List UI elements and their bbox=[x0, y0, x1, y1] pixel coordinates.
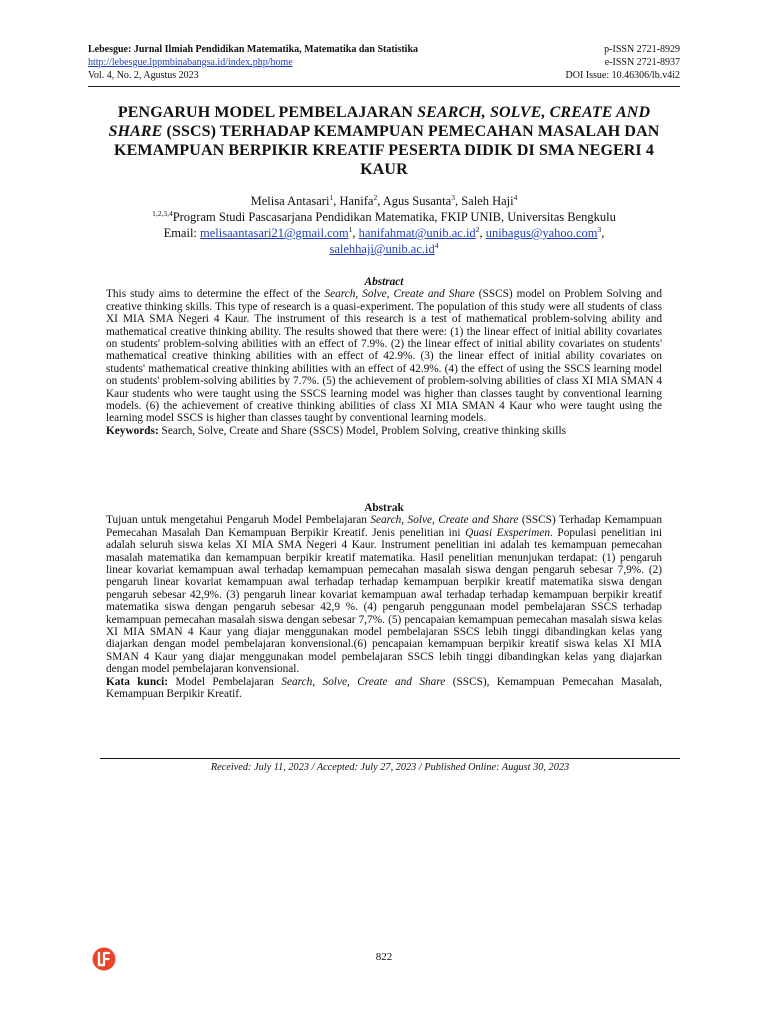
paper-title bbox=[96, 103, 672, 179]
author-name: Saleh Haji bbox=[461, 194, 514, 208]
kata-kunci-text: (SSCS), Kemampuan Pemecahan Masalah, Kemampuan Berpikir Kreatif. bbox=[106, 675, 663, 701]
volume-issue: Vol. 4, No. 2, Agustus 2023 bbox=[88, 70, 199, 81]
email-superscript: 3 bbox=[597, 224, 602, 234]
author-name: Melisa Antasari bbox=[250, 194, 330, 208]
abstract-indonesian bbox=[106, 502, 662, 701]
header-divider bbox=[88, 86, 680, 87]
author-superscript: 3 bbox=[451, 192, 455, 202]
journal-name: Lebesgue: Jurnal Ilmiah Pendidikan Matematika, Matematika dan Statistika bbox=[88, 44, 419, 55]
email-link[interactable]: unibagus@yahoo.com bbox=[485, 226, 598, 240]
abstract-heading: Abstract bbox=[364, 276, 404, 288]
header-left bbox=[88, 43, 418, 82]
received-dates: Received: July 11, 2023 / Accepted: July 27, 2023 / Published Online: August 30, 2023 bbox=[210, 762, 570, 773]
abstrak-italic: Search, Solve, Create and Share bbox=[370, 514, 519, 527]
title-italic-part: SEARCH, SOLVE, CREATE AND SHARE bbox=[108, 104, 651, 140]
email-superscript: 1 bbox=[348, 224, 353, 234]
abstrak-text: . Populasi penelitian ini adalah seluruh siswa kelas XI MIA SMA Negeri 4 Kaur. Instrument penelitian ini adalah tes kemampuan pemecahan masalah matematika dan kemampuan berpikir kreatif matematika. Hasil penelitian menunjukan terdapat: (1) pengaruh linear kovariat kemampuan awal terhadap kemampuan pemecahan masalah siswa dengan pengaruh sebesar 7,9%. (2) pengaruh linear kovariat kemampuan awal terhadap terhadap kemampuan berpikir kreatif matematika siswa dengan pengaruh sebesar 42,9%. (3) pengaruh linear kovariat kemampuan awal terhadap terhadap kemampuan berpikir kreatif matematika siswa dengan pengaruh sebesar 42,9 %. (4) pengaruh penggunaan model pembelajaran SSCS terhadap kemampuan pemecahan masalah siswa dengan sebesar 7,7%. (5) pencapaian kemampuan pemecahan masalah siswa kelas XI MIA SMAN 4 Kaur yang diajar menggunakan model pembelajaran SSCS lebih tinggi dibandingkan kelas yang diajarkan dengan model pembelajaran konvensional.(6) pencapaian kemampuan berpikir kreatif siswa kelas XI MIA SMAN 4 Kaur yang diajar menggunakan model pembelajaran SSCS lebih tinggi dibandingkan kelas yang diajarkan dengan model pembelajaran konvensional. bbox=[106, 526, 662, 676]
email-link[interactable]: hanifahmat@unib.ac.id bbox=[358, 226, 476, 240]
email-superscript: 2 bbox=[475, 224, 480, 234]
email-line bbox=[96, 241, 672, 257]
abstract-italic: Search, Solve, Create and Share bbox=[324, 288, 475, 301]
author-superscript: 4 bbox=[513, 192, 518, 202]
doi-issue: DOI Issue: 10.46306/lb.v4i2 bbox=[565, 70, 680, 81]
kata-kunci-text: Model Pembelajaran bbox=[168, 675, 282, 688]
author-name: Hanifa bbox=[339, 194, 374, 208]
email-link[interactable]: melisaantasari21@gmail.com bbox=[200, 226, 349, 240]
abstrak-text: Tujuan untuk mengetahui Pengaruh Model Pembelajaran bbox=[106, 514, 371, 527]
affiliation-text: Program Studi Pascasarjana Pendidikan Matematika, FKIP UNIB, Universitas Bengkulu bbox=[172, 210, 616, 224]
title-part-1: PENGARUH MODEL PEMBELAJARAN bbox=[117, 104, 418, 121]
abstrak-text: (SSCS) Terhadap Kemampuan Pemecahan Masalah Dan Kemampuan Berpikir Kreatif. Jenis penelitian ini bbox=[106, 514, 662, 539]
kata-kunci bbox=[106, 676, 662, 701]
email-superscript: 4 bbox=[434, 240, 439, 250]
e-issn: e-ISSN 2721-8937 bbox=[604, 57, 680, 68]
received-divider bbox=[100, 758, 680, 759]
author-block bbox=[96, 193, 672, 257]
abstrak-heading: Abstrak bbox=[364, 502, 404, 514]
affiliation-superscript: 1,2,3,4 bbox=[152, 208, 173, 218]
email-line: Email: melisaantasari21@gmail.com$^1$, $hanifahmat@unib.ac.id^2$, unibagus@yahoo.com$^3$, bbox=[163, 224, 605, 240]
author-superscript: 1 bbox=[329, 192, 334, 202]
abstrak-italic: Quasi Exsperimen bbox=[465, 526, 551, 539]
email-label: Email: bbox=[163, 226, 201, 240]
page-number: 822 bbox=[375, 951, 393, 963]
header-right bbox=[566, 43, 680, 82]
author-name: Agus Susanta bbox=[382, 194, 452, 208]
keywords-label: Keywords: bbox=[106, 424, 159, 437]
abstract-text: (SSCS) model on Problem Solving and creative thinking skills. This type of research is a quasi-experiment. The population of this study were all students of class XI MIA SMA Negeri 4 Kaur. The instrument of this research is a test of mathematical problem-solving ability and mathematical creative thinking ability. The results showed that there were: (1) the linear effect of initial ability covariates on students' problem-solving abilities with an effect of 7.9%. (2) the linear effect of initial ability covariates on students' mathematical creative thinking abilities with an effect of 42.9%. (3) the linear effect of initial ability covariates on students' mathematical creative thinking abilities with an effect of 42.9%. (4) the effect of using the SSCS learning model on students' problem-solving abilities by 7.7%. (5) the achievement of problem-solving abilities of class XI MIA SMAN 4 Kaur students who were taught using the SSCS learning model was higher than classes taught by conventional learning models. (6) the achievement of creative thinking abilities of class XI MIA SMAN 4 Kaur who were taught using the learning model SSCS is higher than classes taught by conventional learning models. bbox=[106, 288, 662, 425]
author-superscript: 2 bbox=[373, 192, 378, 202]
email-link[interactable]: salehhaji@unib.ac.id bbox=[329, 242, 435, 256]
keywords bbox=[106, 425, 662, 437]
abstrak-body bbox=[106, 514, 662, 675]
affiliation bbox=[96, 209, 672, 225]
abstract-body bbox=[106, 288, 662, 424]
title-part-2: (SSCS) TERHADAP KEMAMPUAN PEMECAHAN MASALAH DAN KEMAMPUAN BERPIKIR KREATIF PESERTA DIDIK DI SMA NEGERI 4 KAUR bbox=[114, 123, 660, 178]
abstract-english bbox=[106, 276, 662, 437]
kata-kunci-italic: Search, Solve, Create and Share bbox=[281, 675, 446, 688]
abstract-text: This study aims to determine the effect of the bbox=[106, 288, 325, 301]
keywords-text: Search, Solve, Create and Share (SSCS) Model, Problem Solving, creative thinking skills bbox=[158, 424, 566, 437]
p-issn: p-ISSN 2721-8929 bbox=[604, 44, 680, 55]
journal-url-link[interactable]: http://lebesgue.lppmbinabangsa.id/index.php/home bbox=[88, 57, 293, 68]
kata-kunci-label: Kata kunci: bbox=[106, 675, 169, 688]
author-list: Melisa Antasari$^1$, Hanifa$^2$, Agus Susanta$^3$, Saleh Haji$^4$ bbox=[250, 192, 518, 208]
